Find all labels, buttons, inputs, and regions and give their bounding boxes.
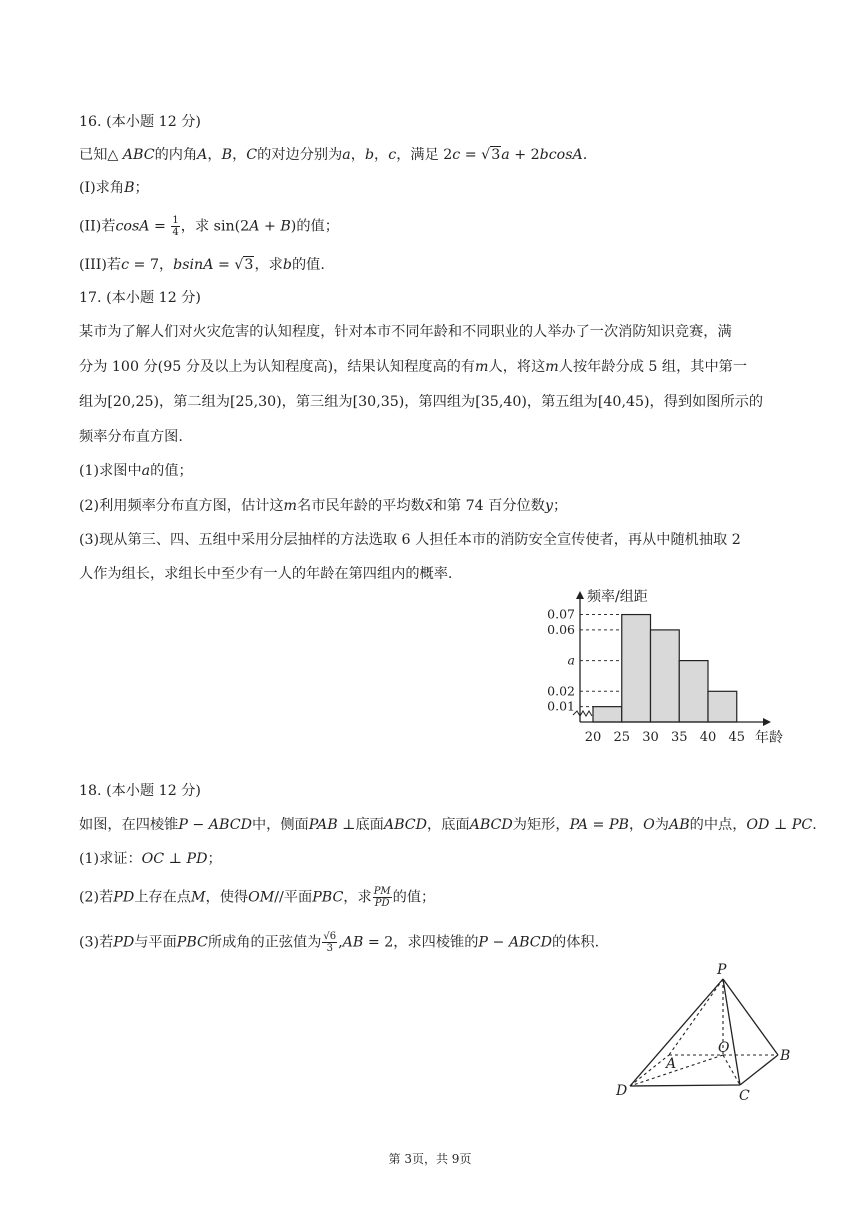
- pyramid-figure: [610, 960, 800, 1100]
- fraction-pm-over-pd: $\frac{PM}{PD}$: [373, 886, 391, 909]
- histogram-bar: [593, 707, 622, 722]
- q17-part-3-line-2: 人作为组长，求组长中至少有一人的年龄在第四组内的概率.: [79, 566, 453, 582]
- label-b: B: [780, 1048, 791, 1064]
- x-tick-label: 30: [642, 730, 659, 745]
- page-footer: 第 3页，共 9页: [388, 1152, 472, 1166]
- fraction-root6-over-3: $\frac{√6}{3}$: [323, 931, 337, 954]
- label-d: D: [616, 1083, 628, 1099]
- q17-part-2: (2)利用频率分布直方图，估计这m名市民年龄的平均数x̄和第 74 百分位数y；: [79, 498, 568, 514]
- y-tick-label: 0.01: [547, 698, 575, 714]
- histogram-bar: [651, 630, 680, 722]
- fraction-one-quarter: $\frac{1}{4}$: [172, 215, 179, 238]
- frequency-histogram: [535, 585, 795, 750]
- x-axis-title: 年龄: [755, 730, 783, 746]
- label-p: P: [717, 962, 727, 978]
- y-axis-arrow: [576, 591, 584, 599]
- x-tick-label: 20: [584, 730, 602, 745]
- label-o: O: [718, 1040, 730, 1056]
- edge-dc: [630, 1085, 740, 1086]
- x-tick-label: 40: [699, 730, 717, 745]
- q17-paragraph-line-3: 组为[20,25)，第二组为[25,30)，第三组为[30,35)，第四组为[35,40)，第五组为[40,45)，得到如图所示的: [79, 394, 764, 410]
- y-tick-label: 0.07: [547, 606, 575, 622]
- q16-part-3: (III)若c = 7，bsinA = √3，求b的值.: [79, 257, 325, 273]
- edge-pb: [723, 979, 778, 1055]
- histogram-bar: [679, 661, 708, 722]
- q17-paragraph-line-2: 分为 100 分(95 分及以上为认知程度高)，结果认知程度高的有m人，将这m人按年龄分成 5 组，其中第一: [79, 359, 748, 375]
- q18-part-2: (2)若PD上存在点M，使得OM//平面PBC，求 $\frac{PM}{PD}$ 的值；: [79, 886, 436, 909]
- x-tick-label: 25: [613, 730, 631, 745]
- q17-part-3-line-1: (3)现从第三、四、五组中采用分层抽样的方法选取 6 人担任本市的消防安全宣传使者，再从中随机抽取 2: [79, 532, 741, 548]
- label-c: C: [739, 1088, 750, 1100]
- label-a: A: [666, 1056, 677, 1072]
- histogram-bar: [622, 615, 651, 722]
- q17-part-1: (1)求图中a的值；: [79, 463, 193, 479]
- q18-part-3: (3)若PD与平面PBC所成角的正弦值为 $\frac{√6}{3}$ ,AB = 2，求四棱锥的P − ABCD的体积.: [79, 931, 600, 954]
- q16-statement: 已知△ ABC的内角A，B，C的对边分别为a，b，c，满足 2c = √3a + 2bcosA.: [79, 147, 588, 163]
- q17-paragraph-line-1: 某市为了解人们对火灾危害的认知程度，针对本市不同年龄和不同职业的人举办了一次消防知识竞赛，满: [79, 324, 732, 340]
- edge-pc: [723, 979, 740, 1085]
- q17-header: 17. (本小题 12 分): [79, 290, 201, 306]
- q18-statement: 如图，在四棱锥P − ABCD中，侧面PAB ⊥底面ABCD，底面ABCD为矩形，PA = PB，O为AB的中点，OD ⊥ PC.: [79, 817, 817, 833]
- edge-cb: [740, 1055, 778, 1085]
- x-tick-label: 45: [728, 730, 746, 745]
- x-axis-arrow: [763, 718, 771, 726]
- q16-part-2: (II)若cosA = $\frac{1}{4}$ ，求 sin(2A + B)的值；: [79, 215, 339, 238]
- edge-da-hidden: [630, 1055, 669, 1086]
- q18-part-1: (1)求证：OC ⊥ PD；: [79, 851, 222, 867]
- q17-paragraph-line-4: 频率分布直方图.: [79, 429, 183, 445]
- q16-part-1: (I)求角B；: [79, 180, 149, 196]
- y-tick-label: 0.02: [547, 683, 575, 699]
- y-axis-title: 频率/组距: [587, 589, 648, 605]
- edge-pa-hidden: [669, 979, 723, 1055]
- y-tick-label: 0.06: [547, 621, 575, 637]
- q18-header: 18. (本小题 12 分): [79, 783, 201, 799]
- axis-break-zigzag: [573, 711, 592, 716]
- y-tick-label: a: [567, 652, 575, 668]
- x-tick-label: 35: [670, 730, 688, 745]
- q16-header: 16. (本小题 12 分): [79, 114, 201, 130]
- histogram-bar: [708, 691, 737, 722]
